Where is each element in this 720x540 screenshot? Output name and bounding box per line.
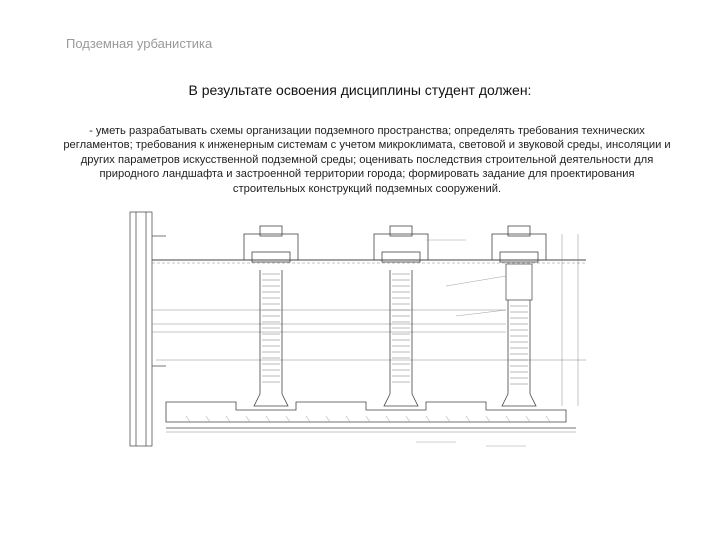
underground-structure [166,402,576,432]
annotation-leaders [416,240,526,446]
technical-drawing [126,206,592,460]
ventilation-shaft-3 [492,226,578,406]
ground-surface-line [152,260,586,263]
ventilation-shaft-1 [244,226,298,406]
left-wall [130,212,166,446]
slide-body-text: - уметь разрабатывать схемы организации подземного пространства; определять требования технических регламентов; требования к инженерным системам с учетом микроклимата, световой и звуковой среды, инсоляции и других параметров искусственной подземной среды; оценивать последствия строительной деятельности для природного ландшафта и застроенной территории города; формировать задание для проектирования строительных конструкций подземных сооружений. [63,125,671,195]
ventilation-shaft-2 [374,226,428,406]
slide-title: В результате освоения дисциплины студент должен: [188,82,532,98]
level-lines [152,310,586,360]
course-header: Подземная урбанистика [66,36,213,51]
